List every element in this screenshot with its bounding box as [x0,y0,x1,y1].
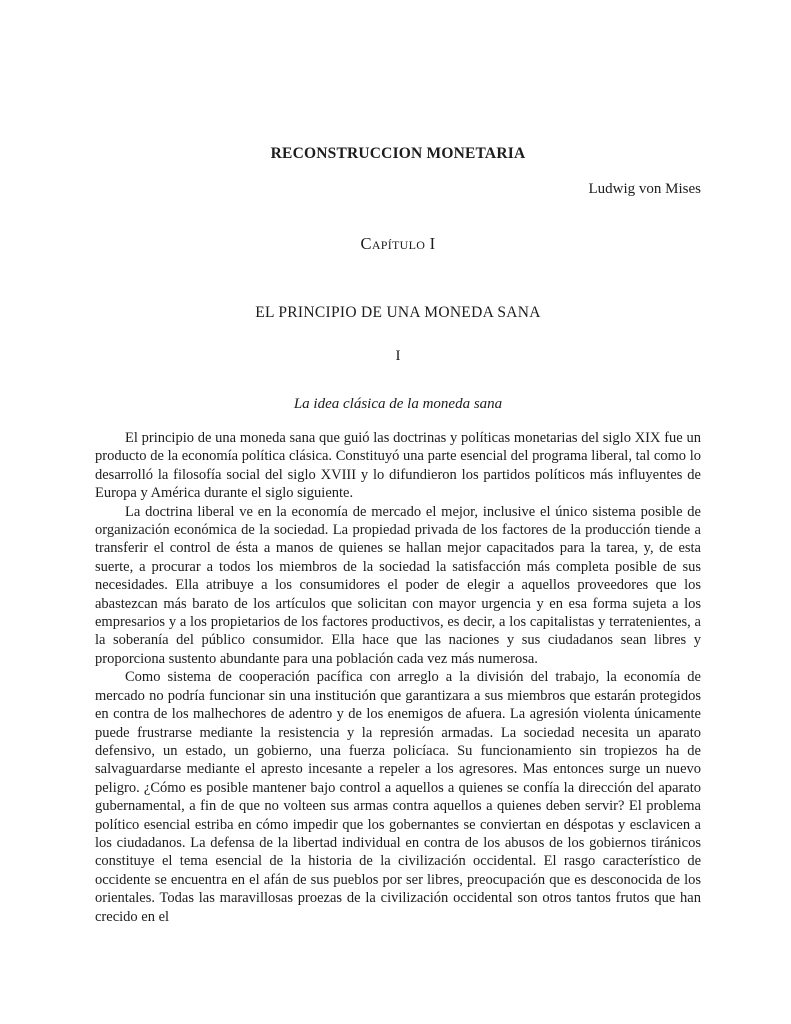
section-number: I [395,348,401,364]
chapter-heading: Capítulo I [360,234,436,253]
text-column [95,0,701,926]
paragraph: La doctrina liberal ve en la economía de mercado el mejor, inclusive el único sistema posible de organización económica de la sociedad. La propiedad privada de los factores de la producción tiende a transferir el control de ésta a manos de quienes se hallan mejor capacitados para la tarea, y, de esta suerte, a procurar a todos los miembros de la sociedad la satisfacción más completa posible de sus necesidades. Ella atribuye a los consumidores el poder de elegir a aquellos proveedores que los abastezcan más barato de los artículos que solicitan con mayor urgencia y en esa forma sujeta a los empresarios y a los propietarios de los factores productivos, es decir, a los capitalistas y terratenientes, a la soberanía del público consumidor. Ella hace que las naciones y sus ciudadanos sean libres y proporciona sustento abundante para una población cada vez más numerosa. [95,503,701,667]
paragraph: Como sistema de cooperación pacífica con arreglo a la división del trabajo, la economía de mercado no podría funcionar sin una institución que garantizara a sus miembros que estarán protegidos en contra de los malhechores de adentro y de los enemigos de afuera. La agresión violenta únicamente puede frustrarse mediante la resistencia y la represión armadas. La sociedad necesita un aparato defensivo, un estado, un gobierno, una fuerza policíaca. Su funcionamiento sin tropiezos ha de salvaguardarse mediante el apresto incesante a repeler a los agresores. Mas entonces surge un nuevo peligro. ¿Cómo es posible mantener bajo control a aquellos a quienes se confía la dirección del aparato gubernamental, a fin de que no volteen sus armas contra aquellos a quienes deben servir? El problema político esencial estriba en cómo impedir que los gobernantes se conviertan en déspotas y esclavicen a los ciudadanos. La defensa de la libertad individual en contra de los abusos de los gobiernos tiránicos constituye el tema esencial de la historia de la civilización occidental. El rasgo característico de occidente se encuentra en el afán de sus pueblos por ser libres, preocupación que es desconocida de los orientales. Todas las maravillosas proezas de la civilización occidental son otros tantos frutos que han crecido en el [95,669,701,925]
document-title: RECONSTRUCCION MONETARIA [270,145,526,162]
author-name: Ludwig von Mises [588,181,701,197]
section-subtitle: La idea clásica de la moneda sana [293,396,503,412]
section-heading: EL PRINCIPIO DE UNA MONEDA SANA [255,304,541,321]
body-text [95,429,701,926]
paragraph: El principio de una moneda sana que guió las doctrinas y políticas monetarias del siglo XIX fue un producto de la economía política clásica. Constituyó una parte esencial del programa liberal, tal como lo desarrolló la filosofía social del siglo XVIII y lo difundieron los partidos políticos más influyentes de Europa y América durante el siglo siguiente. [95,430,701,502]
